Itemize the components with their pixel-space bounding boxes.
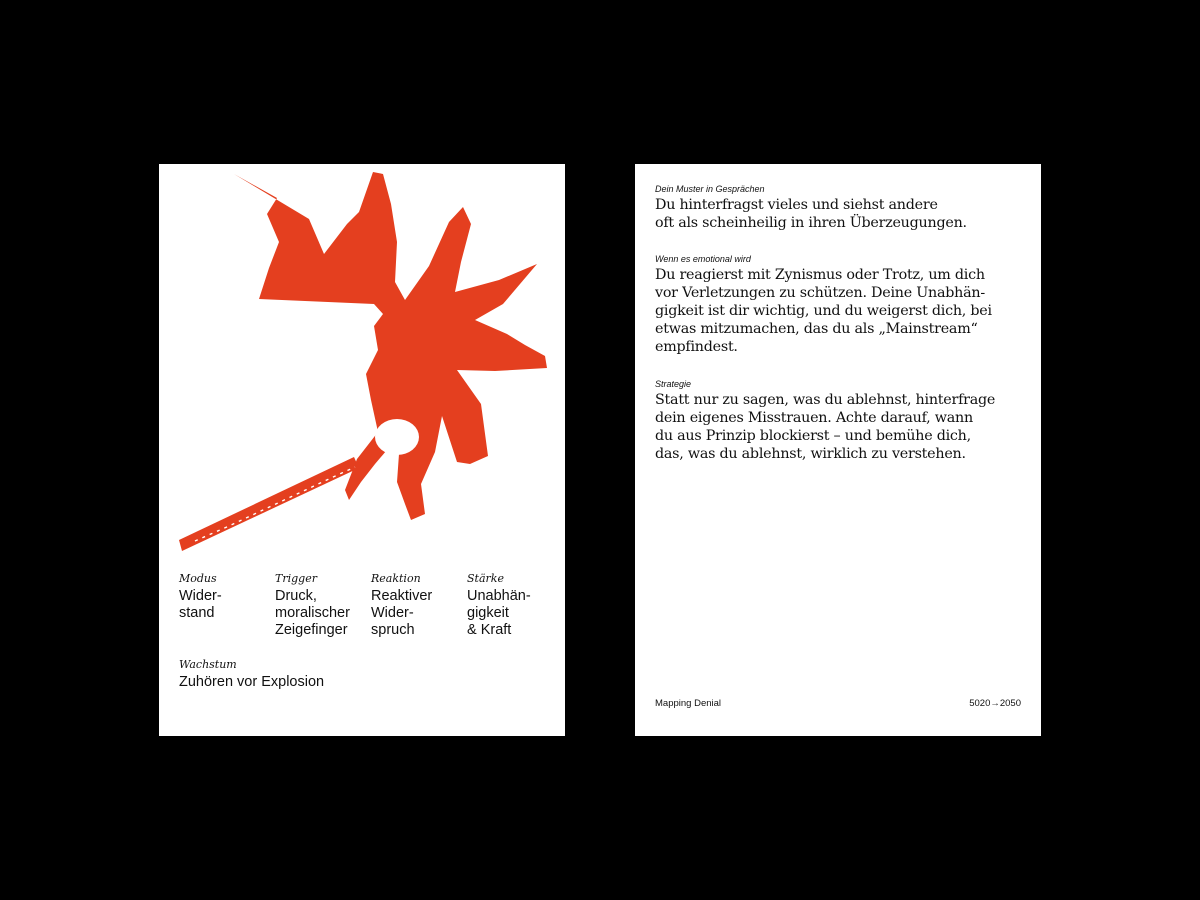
- front-card: [159, 164, 565, 736]
- section-text: Du reagierst mit Zynismus oder Trotz, um dich vor Verletzungen zu schützen. Deine Unabhän- gigkeit ist dir wichtig, und du weigerst dich, bei etwas mitzumachen, das du als „Mainstream“ empfindest.: [655, 267, 992, 355]
- attribute-label: Trigger: [275, 572, 317, 585]
- section-strategy: [655, 379, 1030, 463]
- footer-title: Mapping Denial: [655, 698, 722, 709]
- attribute-value: Druck, moralischer Zeigefinger: [275, 588, 350, 638]
- attribute-trigger: [275, 572, 371, 639]
- attribute-reaktion: [371, 572, 467, 639]
- section-label: Dein Muster in Gesprächen: [655, 184, 765, 194]
- attribute-modus: [179, 572, 275, 639]
- attribute-label: Modus: [179, 572, 217, 585]
- section-label: Wenn es emotional wird: [655, 254, 751, 264]
- section-text: Statt nur zu sagen, was du ablehnst, hinterfrage dein eigenes Misstrauen. Achte darauf, wann du aus Prinzip blockierst – und bemühe dich, das, was du ablehnst, wirklich zu verstehen.: [655, 392, 996, 462]
- attribute-grid: [179, 572, 559, 639]
- growth-value: Zuhören vor Explosion: [179, 674, 325, 690]
- back-card: [635, 164, 1041, 736]
- section-text: Du hinterfragst vieles und siehst andere oft als scheinheilig in ihren Überzeugungen.: [655, 197, 967, 231]
- section-label: Strategie: [655, 379, 692, 389]
- section-emotional: [655, 254, 1030, 356]
- red-flower-illustration: [159, 164, 565, 564]
- attribute-label: Stärke: [467, 572, 504, 585]
- attribute-staerke: [467, 572, 559, 639]
- attribute-value: Unabhän- gigkeit & Kraft: [467, 588, 531, 638]
- growth-block: [179, 658, 324, 691]
- attribute-value: Wider- stand: [179, 588, 222, 621]
- growth-label: Wachstum: [179, 658, 237, 671]
- attribute-value: Reaktiver Wider- spruch: [371, 588, 433, 638]
- footer-range: 5020→2050: [969, 698, 1021, 709]
- attribute-label: Reaktion: [371, 572, 421, 585]
- section-pattern: [655, 184, 1030, 232]
